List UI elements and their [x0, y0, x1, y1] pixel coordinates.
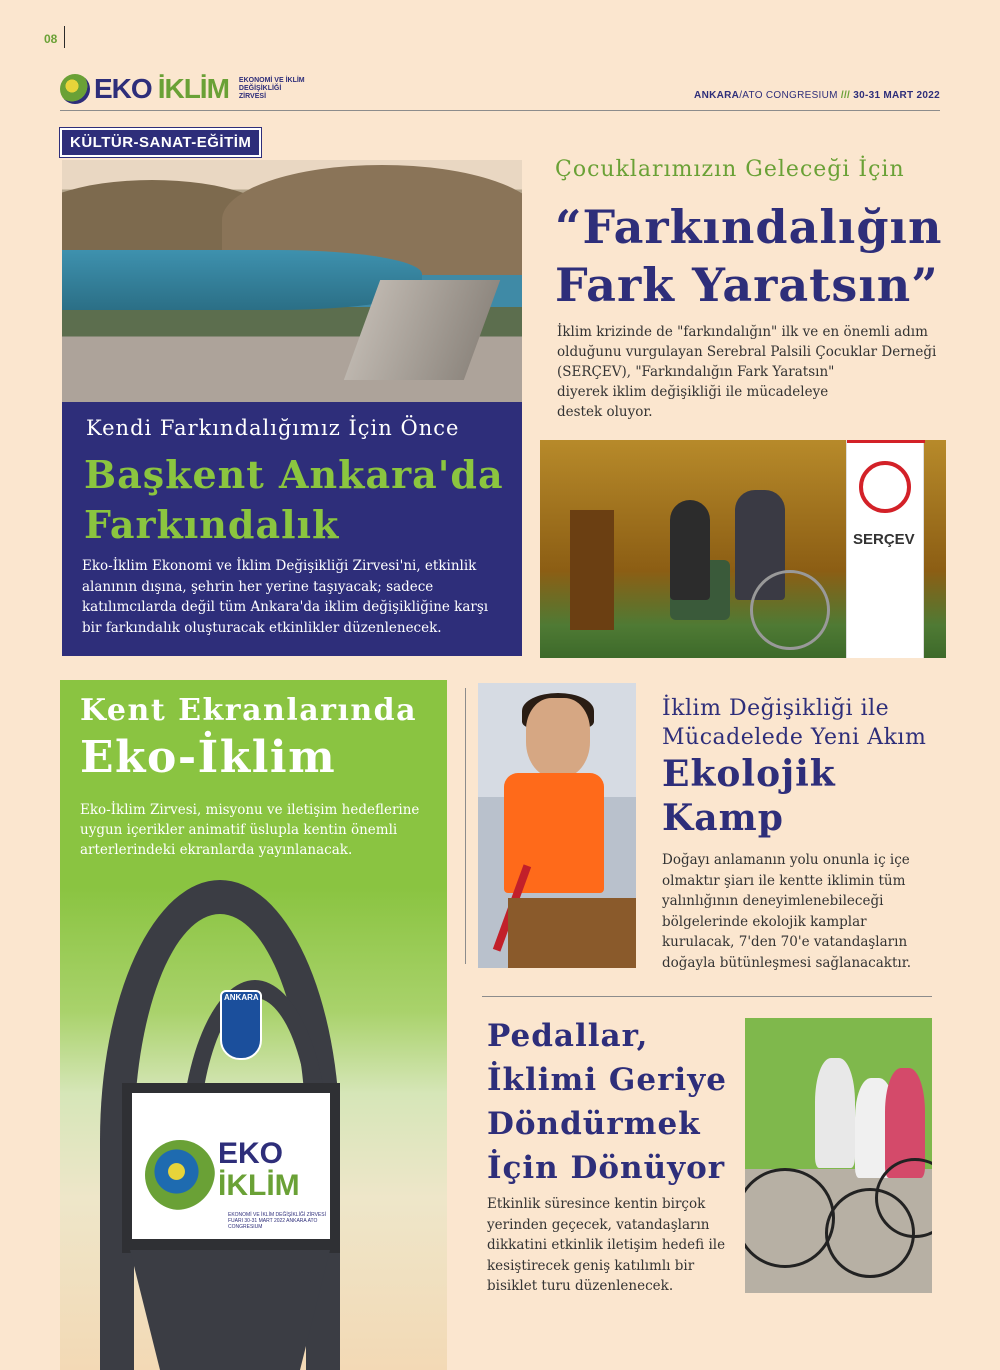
ekolojik-body: Doğayı anlamanın yolu onunla iç içe olmaktır şiarı ile kentte iklimin tüm yalınlığının deneyimlenebileceği bölgelerinde ekolojik kamplar kurulacak, 7'den 70'e vatandaşların doğayla bütünleşmesi sağlanacaktır.: [662, 852, 911, 971]
billboard-eko: EKO: [218, 1137, 284, 1170]
farkindalik-title-line2: Fark Yaratsın”: [555, 258, 939, 312]
ekolojik-kicker: İklim Değişikliği ile Mücadelede Yeni Akım: [662, 696, 927, 750]
section-tag: KÜLTÜR-SANAT-EĞİTİM: [60, 128, 261, 157]
event-info: [694, 90, 940, 101]
farkindalik-title-line1: “Farkındalığın: [555, 200, 943, 254]
photo-bike-wheel: [745, 1168, 835, 1268]
farkindalik-body: [557, 322, 952, 422]
smiley-face-icon: [859, 461, 911, 513]
billboard-logo-text: [218, 1138, 300, 1202]
photo-wheelchair-wheel: [750, 570, 830, 650]
kent-body: Eko-İklim Zirvesi, misyonu ve iletişim hedeflerine uygun içerikler animatif üslupla kentin önemli arterlerindeki ekranlarda yayınlanacak.: [80, 802, 420, 858]
logo-subtitle: EKONOMİ VE İKLİM DEĞİŞİKLİĞİ ZİRVESİ: [238, 77, 305, 100]
page-number-divider: [64, 26, 65, 48]
farkindalik-kicker: Çocuklarımızın Geleceği İçin: [555, 157, 905, 182]
event-separator: /: [739, 90, 743, 101]
kent-kicker: Kent Ekranlarında: [80, 693, 418, 728]
page-number: 08: [44, 32, 58, 46]
ekolojik-title-line1: Ekolojik: [662, 753, 836, 795]
sercev-banner: [846, 440, 924, 658]
dam-lake-photo: [62, 160, 522, 405]
event-slashes: ///: [840, 90, 851, 101]
billboard-subtitle: EKONOMİ VE İKLİM DEĞİŞİKLİĞİ ZİRVESİ FUARI 30-31 MART 2022 ANKARA ATO CONGRESIUM: [228, 1212, 326, 1230]
farkindalik-body-part2: diyerek iklim değişikliği ile mücadeleye destek oluyor.: [557, 384, 829, 420]
ekolojik-title: [662, 752, 836, 840]
ankara-title: Başkent Ankara'da Farkındalık: [84, 452, 504, 547]
photo-rider: [815, 1058, 855, 1168]
header-rule: [60, 110, 940, 111]
farkindalik-title: [555, 198, 942, 314]
column-divider: [465, 688, 466, 964]
ankara-kicker: Kendi Farkındalığımız İçin Önce: [86, 416, 460, 440]
kent-title: Eko-İklim: [80, 732, 337, 783]
billboard-iklim: İKLİM: [218, 1169, 300, 1202]
ankara-emblem-label: ANKARA: [224, 993, 259, 1002]
photo-person: [670, 500, 710, 600]
event-dates: 30-31 MART 2022: [853, 90, 940, 101]
bicycle-tour-photo: [745, 1018, 932, 1293]
event-city: ANKARA: [694, 90, 740, 101]
eko-iklim-logo: [60, 74, 309, 104]
banner-text: SERÇEV: [853, 531, 915, 548]
pedallar-title: Pedallar, İklimi Geriye Döndürmek İçin Dönüyor: [487, 1018, 727, 1186]
logo-wordmark: [94, 74, 229, 104]
billboard-pillar: [130, 1250, 330, 1370]
billboard-globe-icon: [145, 1140, 215, 1210]
section-divider: [482, 996, 932, 997]
ekolojik-title-line2: Kamp: [662, 797, 784, 839]
photo-podium: [570, 510, 614, 630]
banner-stripe: [847, 440, 925, 443]
photo-lake: [62, 250, 422, 310]
logo-iklim: İKLİM: [157, 73, 229, 104]
photo-soil-box: [508, 898, 636, 968]
photo-head: [526, 698, 590, 778]
pedallar-body: Etkinlik süresince kentin birçok yerinden geçecek, vatandaşların dikkatini etkinlik iletişim hedefi ile kesiştirecek geniş katılımlı bir bisiklet turu düzenlenecek.: [487, 1196, 726, 1294]
sercev-stage-photo: [540, 440, 946, 658]
event-venue: ATO CONGRESIUM: [742, 90, 838, 101]
ekolojik-kamp-photo: [478, 683, 636, 968]
logo-eko: EKO: [94, 73, 152, 104]
ankara-body: Eko-İklim Ekonomi ve İklim Değişikliği Zirvesi'ni, etkinlik alanının dışına, şehrin her yerine taşıyacak; sadece katılımcılarda değil tüm Ankara'da iklim değişikliğine karşı bir farkındalık oluşturacak etkinlikler düzenlenecek.: [82, 558, 489, 636]
farkindalik-body-part1: İklim krizinde de "farkındalığın" ilk ve en önemli adım olduğunu vurgulayan Serebral Palsili Çocuklar Derneği (SERÇEV), "Farkındalığın Fark Yaratsın": [557, 324, 937, 380]
globe-icon: [60, 74, 90, 104]
